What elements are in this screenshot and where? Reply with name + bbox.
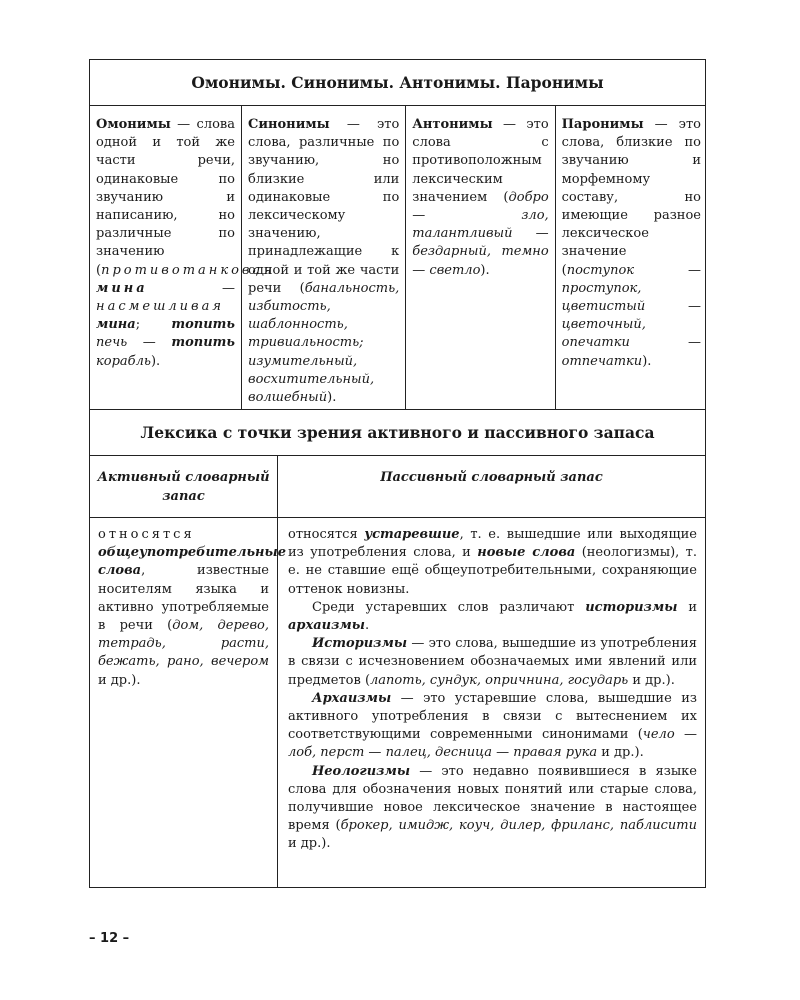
definition-text: — это слова с противоположным лексическим значением ( — [412, 117, 549, 205]
definition-text: , т. е. вышедшие или выходящие из употребления слова, и — [288, 527, 697, 561]
definition-text: — это слова, различные по звучанию, но близкие или одинаковые по лексическому значению, принадлежащие к одной и той же части речи ( — [248, 117, 400, 296]
homonyms-cell — [90, 106, 275, 409]
end-text: ). — [327, 390, 337, 406]
passive-text — [278, 518, 705, 887]
page-number: – 12 – — [89, 931, 130, 946]
paronyms-cell — [555, 106, 705, 409]
example-bold: мина — [96, 280, 148, 296]
example-text: дом, дерево, тетрадь, расти, бежать, рано, вечером — [98, 618, 269, 670]
example-text: брокер, имидж, коуч, дилер, фриланс, паблисити — [340, 818, 697, 834]
lead-text: Среди устаревших слов различают — [312, 599, 586, 615]
example-text: чело — лоб, перст — палец, десница — правая рука — [288, 727, 697, 761]
end-text: и др.). — [98, 672, 141, 688]
end-text: ). — [150, 353, 161, 369]
term-archaisms: архаизмы — [288, 618, 366, 634]
vocabulary-table — [90, 456, 705, 887]
antonyms-cell — [405, 106, 554, 409]
paragraph — [288, 635, 697, 690]
term-homonyms: Омонимы — [96, 117, 171, 132]
term-historisms: Историзмы — [312, 636, 408, 652]
term-obsolete: устаревшие — [364, 527, 460, 542]
example-text: печь — — [96, 335, 172, 351]
example-text: банальность, избитость, шаблонность, тривиальность; изумительный, восхитительный, волшебный — [248, 280, 400, 406]
content-page — [89, 59, 706, 888]
example-text: добро — зло, талантливый — бездарный, темно — светло — [412, 189, 549, 278]
definition-text: — слова одной и той же части речи, одинаковые по звучанию и написанию, но различные по значению ( — [96, 117, 235, 278]
example-bold: мина — [96, 317, 136, 333]
term-neologisms: Неологизмы — [312, 763, 411, 779]
definition-text: — это слова, близкие по звучанию и морфемному составу, но имеющие разное лексическое значение ( — [561, 117, 701, 278]
separator-text: ; — [135, 317, 172, 333]
passive-column — [278, 456, 705, 887]
example-bold: топить — [171, 335, 235, 351]
paragraph — [288, 763, 697, 854]
example-text: противотанковая — [101, 262, 275, 278]
definition-text: — это недавно появившиеся в языке слова для обозначения новых понятий или старые слова, получившие новое лексическое значение в настоящее время ( — [288, 763, 697, 834]
table-row — [90, 106, 705, 409]
word-relations-table — [89, 59, 706, 888]
example-bold: топить — [171, 317, 235, 333]
passive-header: Пассивный словарный запас — [278, 456, 705, 518]
section-title: Лексика с точки зрения активного и пассивного запаса — [90, 409, 705, 456]
example-text: насмешливая — [96, 299, 224, 315]
definition-text: — это устаревшие слова, вышедшие из активного употребления в связи с вытеснением их соответствующими современными синонимами ( — [288, 690, 697, 743]
lead-text: относятся — [288, 527, 365, 542]
table-title: Омонимы. Синонимы. Антонимы. Паронимы — [90, 60, 705, 106]
term-historisms: историзмы — [585, 599, 678, 615]
term-common-words: общеупотребительные слова — [98, 545, 287, 579]
synonyms-cell — [241, 106, 405, 409]
example-text: корабль — [96, 353, 151, 369]
definition-text: — это слова, вышедшие из употребления в связи с исчезновением обозначаемых ими явлений или предметов ( — [288, 636, 697, 688]
active-header: Активный словарный запас — [90, 456, 277, 518]
example-text: лапоть, сундук, опричнина, государь — [370, 672, 629, 688]
example-text: поступок — проступок, цветистый — цветочный, опечатки — отпечатки — [561, 262, 701, 369]
conjunction-text: и — [677, 599, 697, 615]
end-text: и др.). — [597, 745, 644, 761]
end-text: и др.). — [288, 836, 331, 852]
end-text: . — [365, 618, 370, 634]
definition-text: (неологизмы), т. е. не ставшие ещё общеупотребительными, сохраняющие оттенок новизны. — [288, 545, 697, 597]
dash-text: — — [147, 280, 235, 296]
term-antonyms: Антонимы — [412, 117, 493, 132]
paragraph — [288, 690, 697, 763]
active-text — [90, 518, 287, 887]
end-text: и др.). — [628, 672, 675, 688]
term-archaisms: Архаизмы — [312, 690, 392, 706]
paragraph — [288, 599, 697, 635]
paragraph — [288, 526, 697, 599]
active-column — [90, 456, 287, 887]
lead-text: относятся — [98, 527, 195, 542]
end-text: ). — [642, 353, 652, 369]
term-paronyms: Паронимы — [561, 117, 644, 132]
definition-text: , известные носителям языка и активно употребляемые в речи ( — [98, 563, 269, 634]
term-new-words: новые слова — [477, 545, 576, 561]
end-text: ). — [480, 262, 490, 278]
term-synonyms: Синонимы — [248, 117, 330, 132]
